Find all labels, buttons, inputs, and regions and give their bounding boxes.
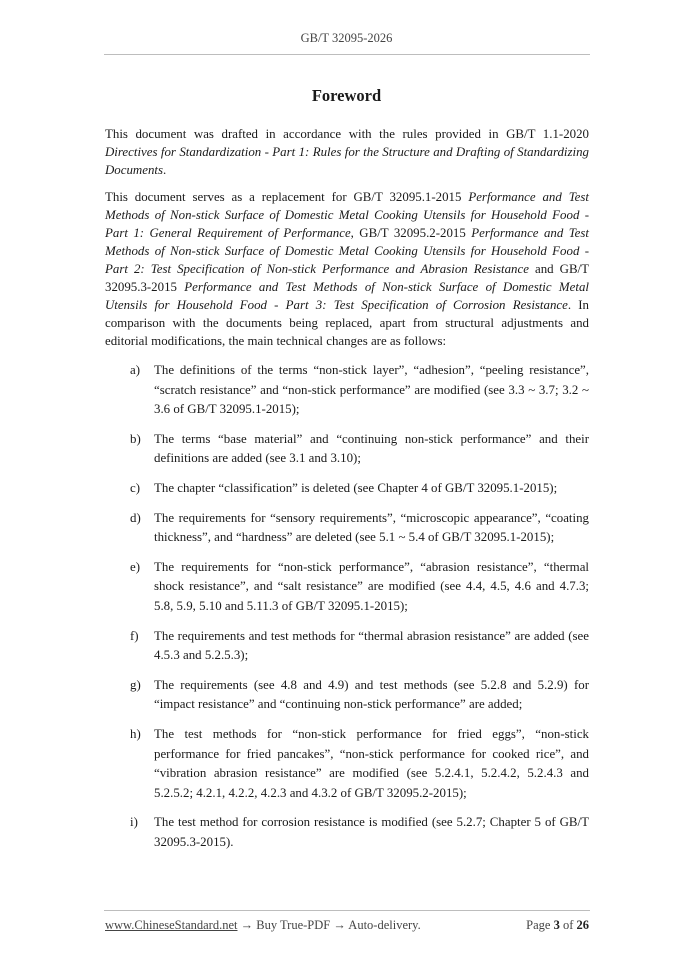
list-item-label: e) [130, 559, 141, 574]
paragraph-text: . In comparison with the documents being replaced, apart from structural adjustments and editorial modifications, the main technical changes are as follows: [105, 298, 590, 348]
list-item-text: The requirements and test methods for “thermal abrasion resistance” are added (see 4.5.3 and 5.2.5.3); [154, 628, 589, 663]
list-item [105, 430, 589, 469]
arrow-icon: → [333, 918, 346, 932]
paragraph-text: . [163, 163, 167, 177]
document-body [105, 125, 589, 862]
document-title-reference: Performance and Test Methods of Non-stick Surface of Domestic Metal Cooking Utensils for Household Food - Part 1: General Requirement of Performance [105, 190, 589, 240]
paragraph-text: and GB/T 32095.3-2015 [105, 262, 589, 294]
list-item-label: d) [130, 510, 141, 525]
document-title-reference: Performance and Test Methods of Non-stick Surface of Domestic Metal Cooking Utensils for Household Food - Part 2: Test Specification of Non-stick Performance and Abrasion Resistance [105, 226, 589, 276]
running-header: GB/T 32095-2026 [300, 31, 393, 45]
list-item [105, 509, 589, 548]
site-link[interactable]: www.ChineseStandard.net [105, 918, 238, 932]
list-item [105, 725, 589, 803]
page-footer [105, 918, 589, 933]
page-title: Foreword [311, 86, 382, 105]
list-item-label: h) [130, 726, 141, 741]
document-title-reference: Performance and Test Methods of Non-stick Surface of Domestic Metal Utensils for Household Food - Part 3: Test Specification of Corrosion Resistance [105, 280, 589, 312]
total-pages: 26 [576, 918, 589, 932]
list-item-text: The requirements for “non-stick performance”, “abrasion resistance”, “thermal shock resistance”, and “salt resistance” are modified (see 4.4, 4.5, 4.6 and 4.7.3; 5.8, 5.9, 5.10 and 5.11.3 of GB/T 32095.1-2015); [154, 559, 589, 613]
list-item-text: The requirements for “sensory requirements”, “microscopic appearance”, “coating thickness”, and “hardness” are deleted (see 5.1 ~ 5.4 of GB/T 32095.1-2015); [154, 510, 589, 545]
arrow-icon: → [240, 918, 254, 932]
list-item-label: a) [130, 363, 141, 377]
footer-promo [105, 918, 421, 933]
changes-list [105, 361, 589, 852]
list-item [105, 813, 589, 852]
list-item [105, 676, 589, 715]
list-item-label: c) [130, 480, 141, 495]
page-label: Page [526, 918, 554, 932]
paragraph-text: , GB/T 32095.2-2015 [350, 226, 472, 240]
list-item [105, 361, 589, 420]
document-title-reference: Directives for Standardization - Part 1: Rules for the Structure and Drafting of Standardizing Documents [105, 145, 589, 177]
list-item-text: The test method for corrosion resistance is modified (see 5.2.7; Chapter 5 of GB/T 32095.3-2015). [154, 815, 589, 849]
page-number [526, 918, 589, 933]
list-item-label: g) [130, 677, 141, 692]
list-item [105, 558, 589, 617]
footer-divider [104, 910, 590, 911]
list-item-text: The terms “base material” and “continuing non-stick performance” and their definitions are added (see 3.1 and 3.10); [154, 431, 589, 466]
list-item-label: b) [130, 431, 141, 446]
intro-paragraph [105, 125, 589, 179]
delivery-text: Auto-delivery. [345, 918, 421, 932]
current-page: 3 [553, 918, 560, 932]
header-divider [104, 54, 590, 55]
buy-text: Buy True-PDF [253, 918, 334, 932]
list-item-text: The requirements (see 4.8 and 4.9) and test methods (see 5.2.8 and 5.2.9) for “impact resistance” and “continuing non-stick performance” are added; [154, 677, 589, 712]
paragraph-text: This document was drafted in accordance with the rules provided in GB/T 1.1-2020 [105, 127, 589, 141]
list-item-text: The chapter “classification” is deleted (see Chapter 4 of GB/T 32095.1-2015); [154, 480, 558, 495]
list-item [105, 627, 589, 666]
list-item-text: The definitions of the terms “non-stick layer”, “adhesion”, “peeling resistance”, “scratch resistance” and “non-stick performance” are modified (see 3.3 ~ 3.7; 3.2 ~ 3.6 of GB/T 32095.1-2015); [154, 363, 589, 417]
list-item [105, 479, 589, 499]
of-label: of [559, 918, 577, 932]
paragraph-text: This document serves as a replacement for GB/T 32095.1-2015 [105, 190, 469, 204]
list-item-label: i) [130, 815, 138, 830]
replacement-paragraph [105, 188, 589, 350]
list-item-text: The test methods for “non-stick performance for fried eggs”, “non-stick performance for fried pancakes”, “non-stick performance for cooked rice”, and “vibration abrasion resistance” are modified (see 5.2.4.1, 5.2.4.2, 5.2.4.3 and 5.2.5.2; 4.2.1, 4.2.2, 4.2.3 and 4.3.2 of GB/T 32095.2-2015); [154, 726, 589, 800]
list-item-label: f) [130, 628, 139, 643]
